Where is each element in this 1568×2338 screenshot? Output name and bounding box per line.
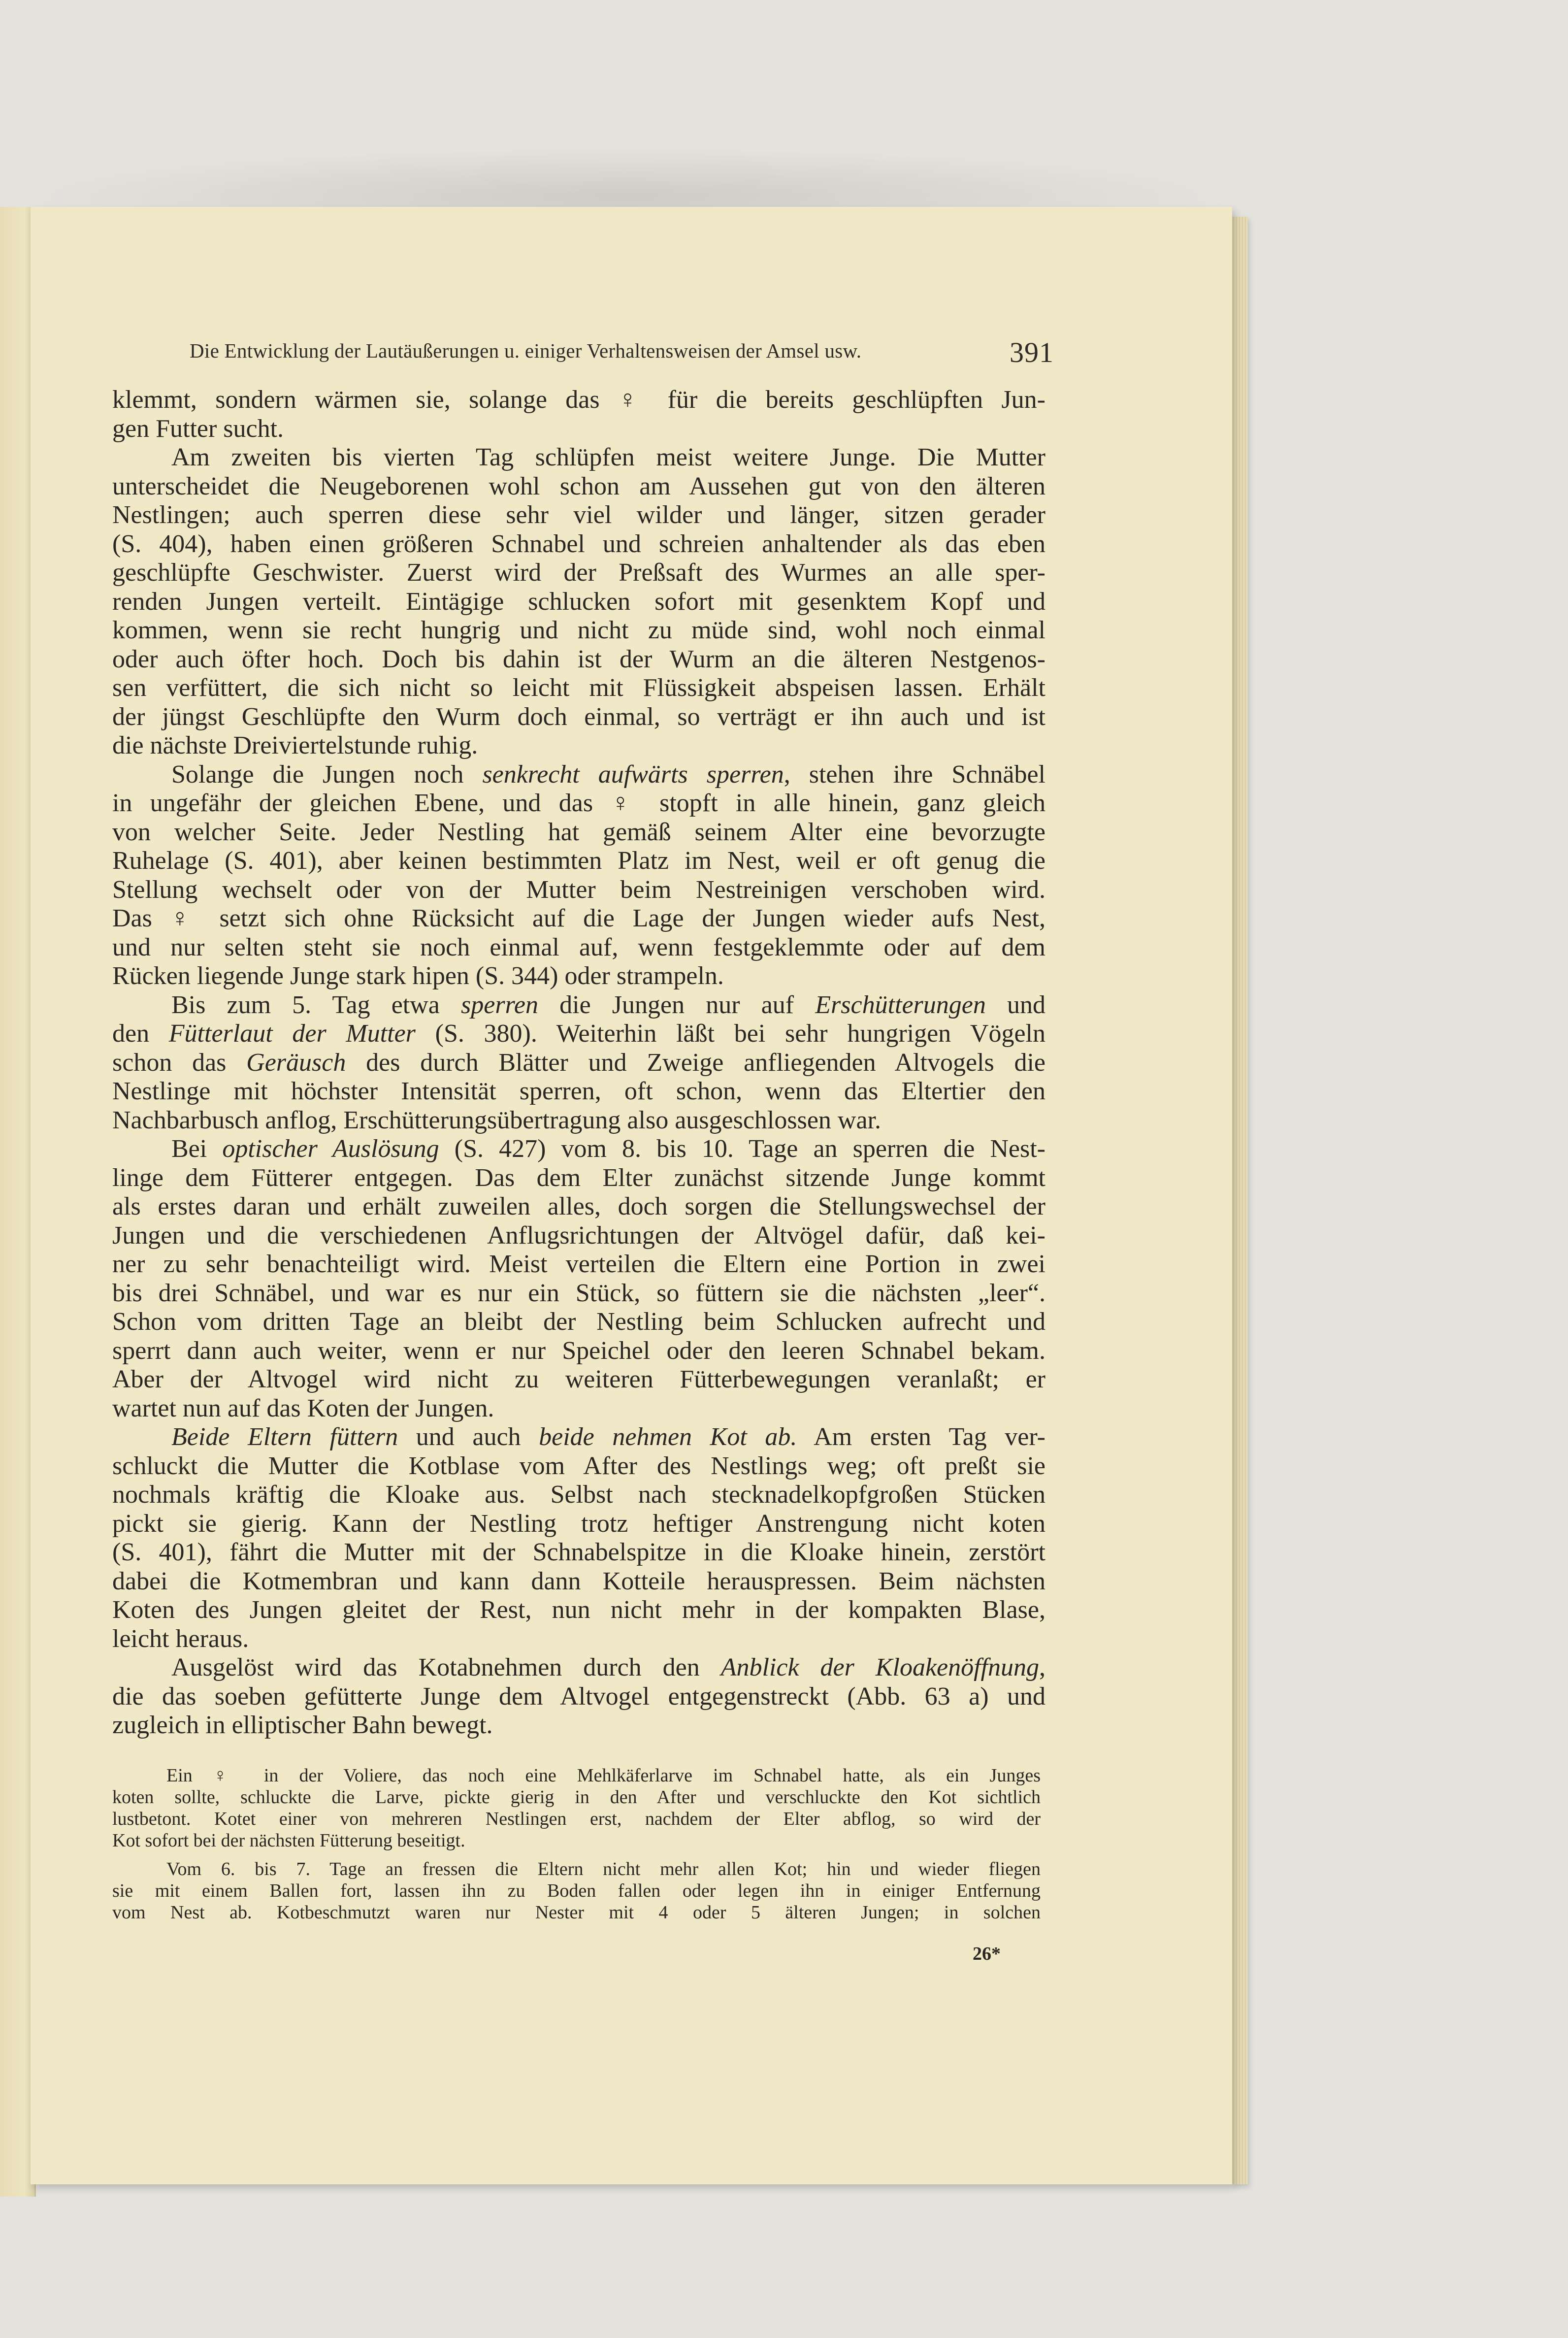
- note-line: sie mit einem Ballen fort, lassen ihn zu Boden fallen oder legen ihn in einiger Entfernung: [112, 1880, 1041, 1901]
- text-line: leicht heraus.: [112, 1624, 249, 1653]
- emphasis: Beide Eltern füttern: [171, 1423, 398, 1451]
- text-line: [112, 1020, 1045, 1049]
- text-line: [112, 991, 1045, 1020]
- note-line: Vom 6. bis 7. Tage an fressen die Eltern nicht mehr allen Kot; hin und wieder fliegen: [166, 1859, 1041, 1879]
- text-line: der jüngst Geschlüpfte den Wurm doch einmal, so verträgt er ihn auch und ist: [112, 702, 1045, 731]
- emphasis: Erschütterungen: [815, 990, 986, 1019]
- text-segment: (S. 380). Weiterhin läßt bei sehr hungrigen Vögeln: [415, 1020, 1046, 1048]
- text-line: bis drei Schnäbel, und war es nur ein Stück, so füttern sie die nächsten „leer“.: [112, 1279, 1045, 1307]
- emphasis: optischer Auslösung: [222, 1135, 439, 1163]
- emphasis: senkrecht aufwärts sperren: [482, 760, 784, 789]
- text-line: zugleich in elliptischer Bahn bewegt.: [112, 1711, 493, 1739]
- text-line: [112, 1653, 1045, 1682]
- text-line: und nur selten steht sie noch einmal auf, wenn festgeklemmte oder auf dem: [112, 933, 1045, 961]
- text-line: Rücken liegende Junge stark hipen (S. 344) oder strampeln.: [112, 962, 724, 990]
- text-line: pickt sie gierig. Kann der Nestling trotz heftiger Anstrengung nicht koten: [112, 1509, 1045, 1538]
- text-line: Stellung wechselt oder von der Mutter beim Nestreinigen verschoben wird.: [112, 875, 1045, 904]
- note-line: Ein ♀ in der Voliere, das noch eine Mehlkäferlarve im Schnabel hatte, als ein Junges: [166, 1765, 1041, 1786]
- text-segment: Bis zum 5. Tag etwa: [171, 990, 461, 1019]
- text-line: sperrt dann auch weiter, wenn er nur Speichel oder den leeren Schnabel bekam.: [112, 1336, 1045, 1365]
- running-title: Die Entwicklung der Lautäußerungen u. einiger Verhaltensweisen der Amsel usw.: [190, 339, 862, 362]
- text-line: in ungefähr der gleichen Ebene, und das ♀ stopft in alle hinein, ganz gleich: [112, 789, 1045, 817]
- text-line: sen verfüttert, die sich nicht so leicht mit Flüssigkeit abspeisen lassen. Erhält: [112, 674, 1045, 702]
- emphasis: sperren: [461, 990, 538, 1019]
- text-segment: schon das: [112, 1048, 247, 1077]
- text-line: Koten des Jungen gleitet der Rest, nun nicht mehr in der kompakten Blase,: [112, 1596, 1045, 1624]
- text-segment: (S. 427) vom 8. bis 10. Tage an sperren die Nest-: [439, 1135, 1045, 1163]
- text-line: die nächste Dreiviertelstunde ruhig.: [112, 731, 478, 759]
- text-line: ner zu sehr benachteiligt wird. Meist verteilen die Eltern eine Portion in zwei: [112, 1250, 1045, 1278]
- text-line: [112, 760, 1045, 790]
- text-line: Nestlingen; auch sperren diese sehr viel wilder und länger, sitzen gerader: [112, 501, 1045, 529]
- emphasis: Anblick der Kloakenöffnung: [720, 1653, 1039, 1681]
- text-segment: , stehen ihre Schnäbel: [784, 760, 1046, 789]
- page-number: 391: [1010, 336, 1054, 368]
- text-segment: die Jungen nur auf: [538, 990, 816, 1019]
- note-line: koten sollte, schluckte die Larve, pickte gierig in den After und verschluckte den Kot sichtlich: [112, 1787, 1041, 1808]
- text-line: von welcher Seite. Jeder Nestling hat gemäß seinem Alter eine bevorzugte: [112, 818, 1045, 846]
- note-line: Kot sofort bei der nächsten Fütterung beseitigt.: [112, 1830, 465, 1851]
- text-line: renden Jungen verteilt. Eintägige schlucken sofort mit gesenktem Kopf und: [112, 587, 1045, 616]
- small-print-notes: [112, 1765, 1041, 1923]
- text-line: Schon vom dritten Tage an bleibt der Nestling beim Schlucken aufrecht und: [112, 1308, 1045, 1336]
- text-segment: ,: [1039, 1653, 1045, 1681]
- text-line: Ruhelage (S. 401), aber keinen bestimmten Platz im Nest, weil er oft genug die: [112, 847, 1045, 875]
- body-text: [112, 386, 1045, 1740]
- text-line: nochmals kräftig die Kloake aus. Selbst nach stecknadelkopfgroßen Stücken: [112, 1481, 1045, 1509]
- emphasis: beide nehmen Kot ab.: [539, 1423, 797, 1451]
- text-line: kommen, wenn sie recht hungrig und nicht zu müde sind, wohl noch einmal: [112, 616, 1045, 644]
- text-line: dabei die Kotmembran und kann dann Kotteile herauspressen. Beim nächsten: [112, 1567, 1045, 1595]
- text-segment: Solange die Jungen noch: [171, 760, 483, 789]
- text-segment: des durch Blätter und Zweige anfliegenden Altvogels die: [346, 1048, 1045, 1077]
- text-line: unterscheidet die Neugeborenen wohl schon am Aussehen gut von den älteren: [112, 472, 1045, 500]
- text-line: Nachbarbusch anflog, Erschütterungsübertragung also ausgeschlossen war.: [112, 1106, 881, 1134]
- text-segment: Bei: [171, 1135, 223, 1163]
- text-segment: und: [985, 990, 1045, 1019]
- text-line: [112, 1135, 1045, 1164]
- signature-mark: 26*: [973, 1943, 1001, 1964]
- text-line: die das soeben gefütterte Junge dem Altvogel entgegenstreckt (Abb. 63 a) und: [112, 1682, 1045, 1711]
- emphasis: Fütterlaut der Mutter: [168, 1020, 416, 1048]
- note-gap: [112, 1851, 1041, 1858]
- text-segment: Am ersten Tag ver-: [797, 1423, 1045, 1451]
- text-line: klemmt, sondern wärmen sie, solange das ♀ für die bereits geschlüpften Jun-: [112, 386, 1045, 414]
- text-line: (S. 401), fährt die Mutter mit der Schnabelspitze in die Kloake hinein, zerstört: [112, 1538, 1045, 1566]
- text-line: gen Futter sucht.: [112, 414, 284, 443]
- text-line: Nestlinge mit höchster Intensität sperren, oft schon, wenn das Eltertier den: [112, 1077, 1045, 1105]
- text-line: oder auch öfter hoch. Doch bis dahin ist der Wurm an die älteren Nestgenos-: [112, 645, 1045, 673]
- text-line: als erstes daran und erhält zuweilen alles, doch sorgen die Stellungswechsel der: [112, 1192, 1045, 1220]
- text-line: Das ♀ setzt sich ohne Rücksicht auf die Lage der Jungen wieder aufs Nest,: [112, 904, 1045, 932]
- note-line: lustbetont. Kotet einer von mehreren Nestlingen erst, nachdem der Elter abflog, so wird der: [112, 1809, 1041, 1829]
- text-segment: den: [112, 1020, 169, 1048]
- text-line: schluckt die Mutter die Kotblase vom After des Nestlings weg; oft preßt sie: [112, 1451, 1045, 1480]
- text-line: Jungen und die verschiedenen Anflugsrichtungen der Altvögel dafür, daß kei-: [112, 1221, 1045, 1250]
- text-line: linge dem Fütterer entgegen. Das dem Elter zunächst sitzende Junge kommt: [112, 1163, 1045, 1192]
- text-line: wartet nun auf das Koten der Jungen.: [112, 1394, 494, 1422]
- text-line: geschlüpfte Geschwister. Zuerst wird der Preßsaft des Wurmes an alle sper-: [112, 559, 1045, 587]
- text-line: (S. 404), haben einen größeren Schnabel und schreien anhaltender als das eben: [112, 529, 1045, 558]
- text-line: [112, 1049, 1045, 1078]
- text-segment: und auch: [398, 1423, 539, 1451]
- emphasis: Geräusch: [246, 1048, 346, 1077]
- text-line: Am zweiten bis vierten Tag schlüpfen meist weitere Junge. Die Mutter: [171, 443, 1045, 471]
- note-line: vom Nest ab. Kotbeschmutzt waren nur Nester mit 4 oder 5 älteren Jungen; in solchen: [112, 1902, 1041, 1923]
- text-line: [112, 1423, 1045, 1452]
- page-stack-edge: [1232, 217, 1248, 2184]
- text-line: Aber der Altvogel wird nicht zu weiteren Fütterbewegungen veranlaßt; er: [112, 1365, 1045, 1393]
- text-segment: Ausgelöst wird das Kotabnehmen durch den: [171, 1653, 721, 1681]
